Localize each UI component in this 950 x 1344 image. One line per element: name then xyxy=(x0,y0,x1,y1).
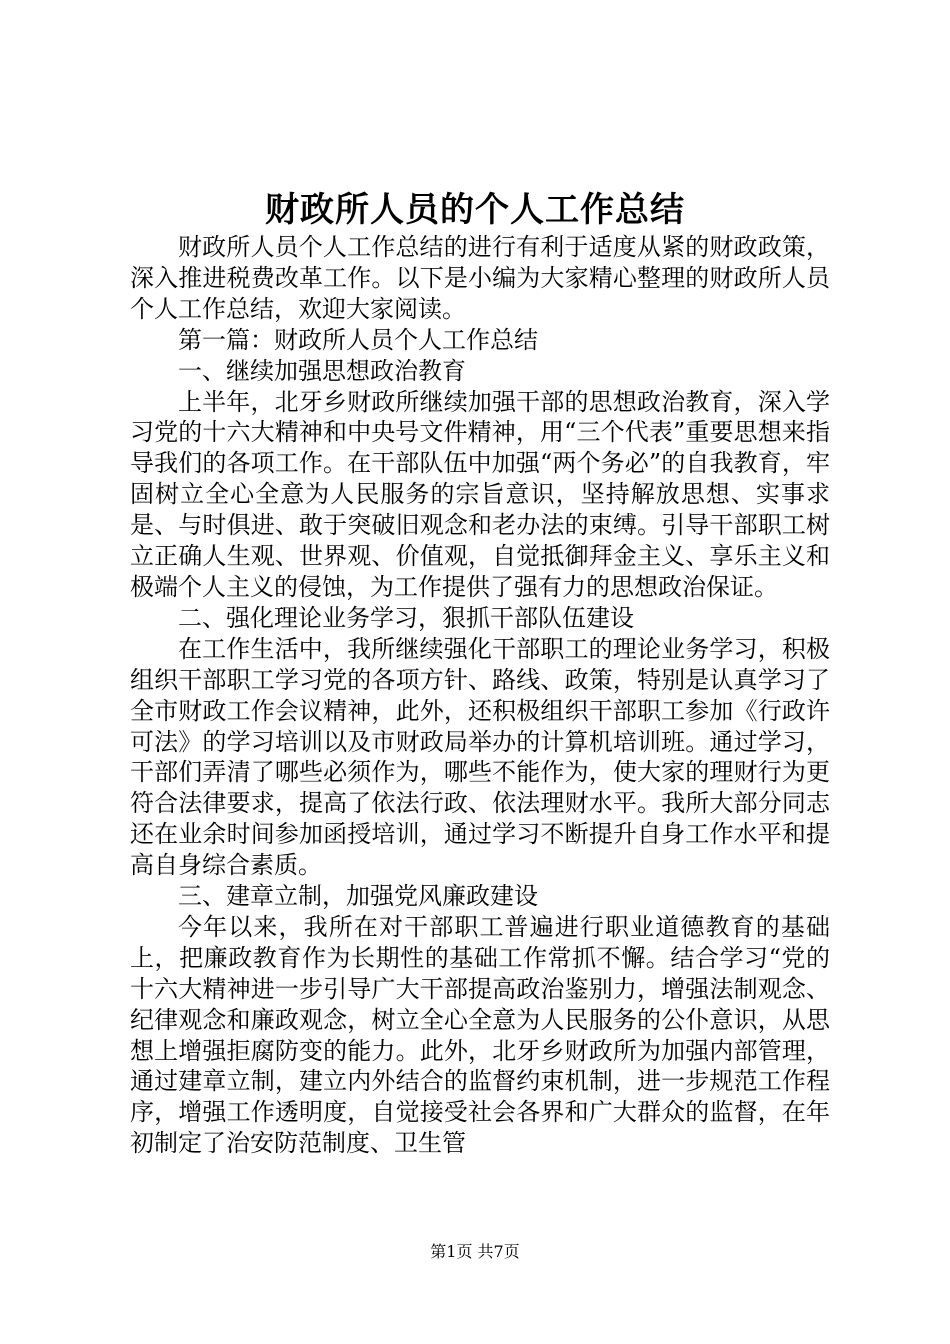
section-heading-1: 一、继续加强思想政治教育 xyxy=(178,356,466,385)
chapter-heading: 第一篇：财政所人员个人工作总结 xyxy=(178,325,538,354)
body-paragraph-3: 今年以来，我所在对干部职工普遍进行职业道德教育的基础上，把廉政教育作为长期性的基础工作常抓不懈。结合学习“党的十六大精神进一步引导广大干部提高政治鉴别力，增强法制观念、纪律观念和廉政观念，树立全心全意为人民服务的公仆意识，从思想上增强拒腐防变的能力。此外，北牙乡财政所为加强内部管理，通过建章立制，建立内外结合的监督约束机制，进一步规范工作程序，增强工作透明度，自觉接受社会各界和广大群众的监督，在年初制定了治安防范制度、卫生管 xyxy=(130,912,830,1158)
document-title: 财政所人员的个人工作总结 xyxy=(265,190,685,230)
document-body xyxy=(130,232,830,1159)
body-paragraph-2: 在工作生活中，我所继续强化干部职工的理论业务学习，积极组织干部职工学习党的各项方针、路线、政策，特别是认真学习了全市财政工作会议精神，此外，还积极组织干部职工参加《行政许可法》的学习培训以及市财政局举办的计算机培训班。通过学习，干部们弄清了哪些必须作为，哪些不能作为，使大家的理财行为更符合法律要求，提高了依法行政、依法理财水平。我所大部分同志还在业余时间参加函授培训，通过学习不断提升自身工作水平和提高自身综合素质。 xyxy=(130,634,830,880)
body-paragraph-1: 上半年，北牙乡财政所继续加强干部的思想政治教育，深入学习党的十六大精神和中央号文件精神，用“三个代表”重要思想来指导我们的各项工作。在干部队伍中加强“两个务必”的自我教育，牢固树立全心全意为人民服务的宗旨意识，坚持解放思想、实事求是、与时俱进、敢于突破旧观念和老办法的束缚。引导干部职工树立正确人生观、世界观、价值观，自觉抵御拜金主义、享乐主义和极端个人主义的侵蚀，为工作提供了强有力的思想政治保证。 xyxy=(130,387,830,601)
intro-paragraph: 财政所人员个人工作总结的进行有利于适度从紧的财政政策，深入推进税费改革工作。以下是小编为大家精心整理的财政所人员个人工作总结，欢迎大家阅读。 xyxy=(130,233,830,323)
page-number-footer: 第1页 共7页 xyxy=(430,1242,520,1261)
section-heading-3: 三、建章立制，加强党风廉政建设 xyxy=(178,882,538,911)
section-heading-2: 二、强化理论业务学习，狠抓干部队伍建设 xyxy=(178,603,634,632)
